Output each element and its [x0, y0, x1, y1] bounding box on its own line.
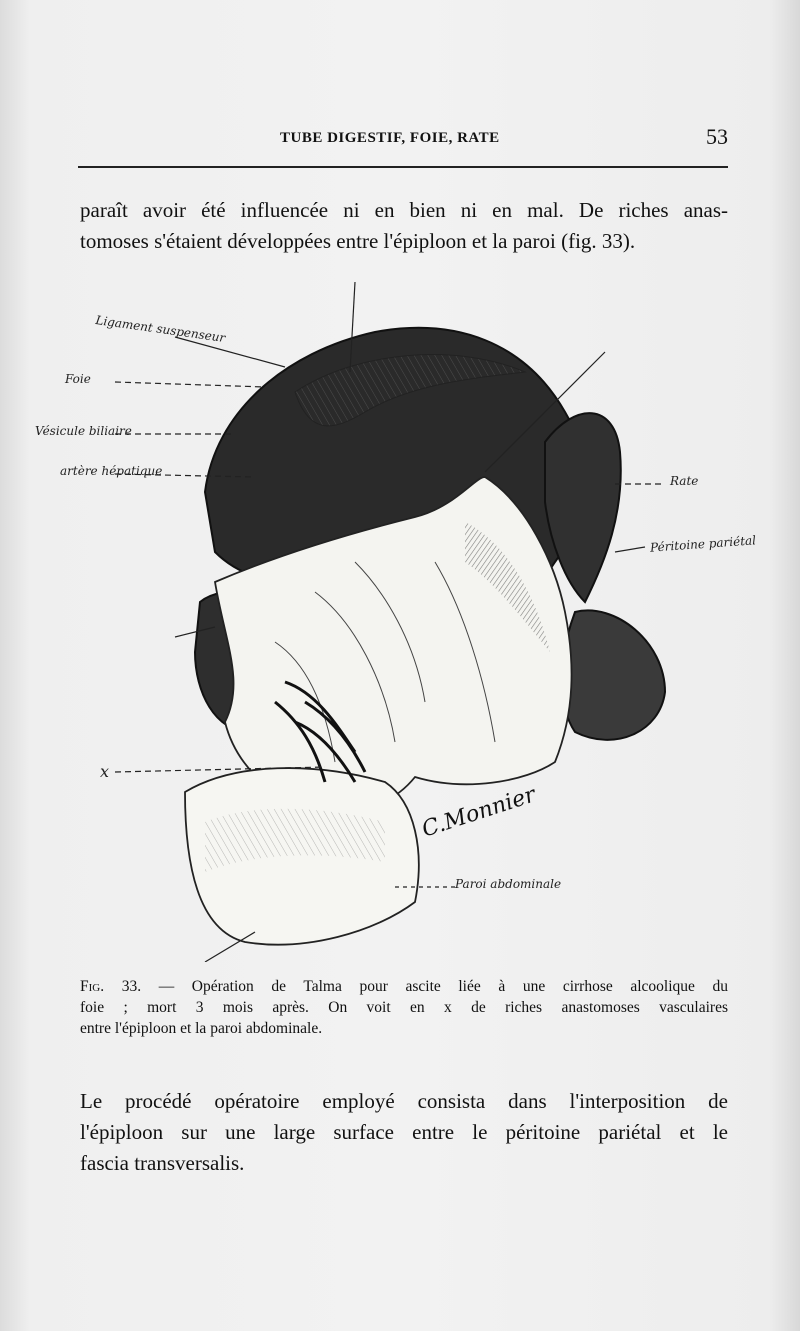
label-ligament: Ligament suspenseur [94, 312, 227, 346]
anatomical-illustration [35, 262, 785, 962]
paragraph-line: paraît avoir été influencée ni en bien ni en mal. De riches anas- [80, 198, 728, 222]
label-paroi: Paroi abdominale [455, 877, 562, 891]
caption-fig-ref: Fig. 33. [80, 978, 142, 995]
caption-line-text: — Opération de Talma pour ascite liée à une cirrhose alcoolique du [141, 978, 729, 995]
caption-line: foie ; mort 3 mois après. On voit en x de riches anastomoses vasculaires [80, 999, 728, 1016]
paragraph-line: Le procédé opératoire employé consista dans l'interposition de [80, 1089, 728, 1113]
page-number: 53 [706, 124, 728, 149]
figure-caption [80, 976, 728, 1039]
paragraph-top [80, 195, 728, 257]
header-rule [78, 166, 728, 168]
label-vesicule: Vésicule biliaire [35, 424, 132, 438]
page-header [80, 122, 728, 158]
label-rate: Rate [670, 474, 699, 488]
paragraph-line: tomoses s'étaient développées entre l'épiploon et la paroi (fig. 33). [80, 229, 636, 253]
running-title: TUBE DIGESTIF, FOIE, RATE [280, 130, 500, 146]
label-foie: Foie [65, 372, 91, 386]
illustration-drawing [55, 262, 785, 962]
label-peritoine: Péritoine pariétal [649, 533, 757, 555]
spleen-shape [545, 413, 621, 602]
paragraph-line: fascia transversalis. [80, 1151, 245, 1175]
label-x-mark: x [100, 762, 110, 781]
colon-shape [562, 610, 665, 739]
caption-line: entre l'épiploon et la paroi abdominale. [80, 1020, 323, 1037]
label-artere: artère hépatique [60, 464, 163, 478]
paragraph-line: l'épiploon sur une large surface entre le péritoine pariétal et le [80, 1120, 728, 1144]
caption-line [80, 976, 728, 997]
paragraph-bottom [80, 1086, 728, 1179]
illustrator-signature: C.Monnier [419, 782, 539, 843]
